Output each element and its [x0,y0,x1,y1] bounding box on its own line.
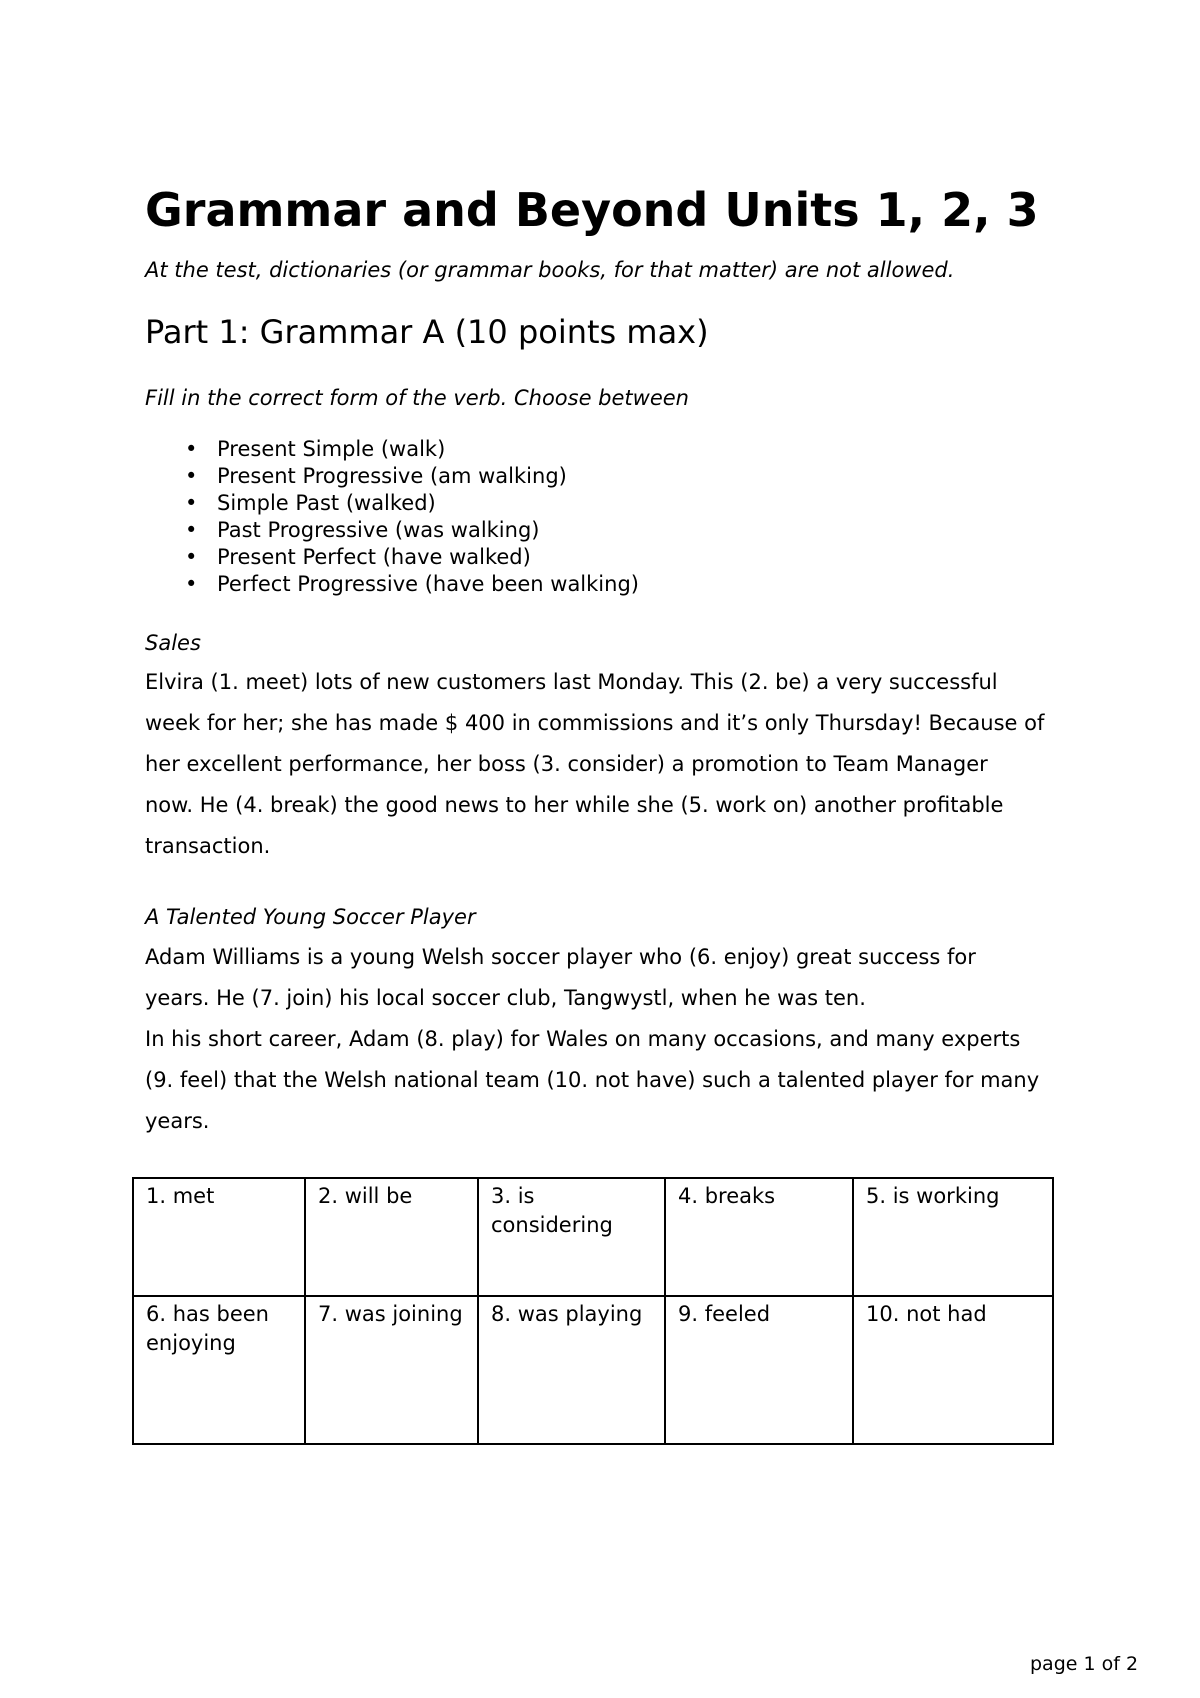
paragraph-line: her excellent performance, her boss (3. consider) a promotion to Team Manager [145,752,988,776]
option-label: Present Simple (walk) [217,437,446,461]
answer-cell: 1. met [133,1178,305,1296]
page-number: page 1 of 2 [1030,1653,1139,1675]
bullet-icon: • [185,518,198,542]
option-label: Perfect Progressive (have been walking) [217,572,639,596]
table-row [133,1296,1053,1444]
answer-cell: 6. has been enjoying [133,1296,305,1444]
paragraph-line: now. He (4. break) the good news to her while she (5. work on) another profitable [145,793,1004,817]
paragraph-soccer [145,937,1125,1142]
paragraph-sales [145,662,1125,867]
paragraph-line: Adam Williams is a young Welsh soccer player who (6. enjoy) great success for [145,945,976,969]
section-title-soccer: A Talented Young Soccer Player [145,905,476,929]
option-item [145,571,639,598]
bullet-icon: • [185,545,198,569]
answer-cell: 3. is considering [478,1178,665,1296]
paragraph-line: transaction. [145,834,271,858]
answer-cell: 5. is working [853,1178,1053,1296]
paragraph-line: (9. feel) that the Welsh national team (10. not have) such a talented player for many [145,1068,1040,1092]
option-item [145,436,639,463]
answer-cell: 2. will be [305,1178,478,1296]
option-label: Present Perfect (have walked) [217,545,531,569]
option-label: Past Progressive (was walking) [217,518,540,542]
table-row [133,1178,1053,1296]
document-subtitle: At the test, dictionaries (or grammar books, for that matter) are not allowed. [145,258,955,282]
option-item [145,490,639,517]
paragraph-line: years. [145,1109,210,1133]
option-item [145,463,639,490]
answer-cell: 9. feeled [665,1296,853,1444]
document-title: Grammar and Beyond Units 1, 2, 3 [145,183,1039,237]
answer-cell: 4. breaks [665,1178,853,1296]
answer-cell: 8. was playing [478,1296,665,1444]
paragraph-line: week for her; she has made $ 400 in commissions and it’s only Thursday! Because of [145,711,1045,735]
verb-form-options [145,436,639,598]
bullet-icon: • [185,572,198,596]
option-item [145,517,639,544]
paragraph-line: years. He (7. join) his local soccer club, Tangwystl, when he was ten. [145,986,866,1010]
answer-cell: 7. was joining [305,1296,478,1444]
answer-cell: 10. not had [853,1296,1053,1444]
option-item [145,544,639,571]
section-title-sales: Sales [145,631,201,655]
instruction-text: Fill in the correct form of the verb. Choose between [145,386,689,410]
part-heading: Part 1: Grammar A (10 points max) [145,313,709,351]
bullet-icon: • [185,437,198,461]
option-label: Simple Past (walked) [217,491,436,515]
bullet-icon: • [185,464,198,488]
option-label: Present Progressive (am walking) [217,464,567,488]
paragraph-line: In his short career, Adam (8. play) for Wales on many occasions, and many experts [145,1027,1021,1051]
bullet-icon: • [185,491,198,515]
paragraph-line: Elvira (1. meet) lots of new customers last Monday. This (2. be) a very successful [145,670,998,694]
answer-table [132,1177,1054,1445]
